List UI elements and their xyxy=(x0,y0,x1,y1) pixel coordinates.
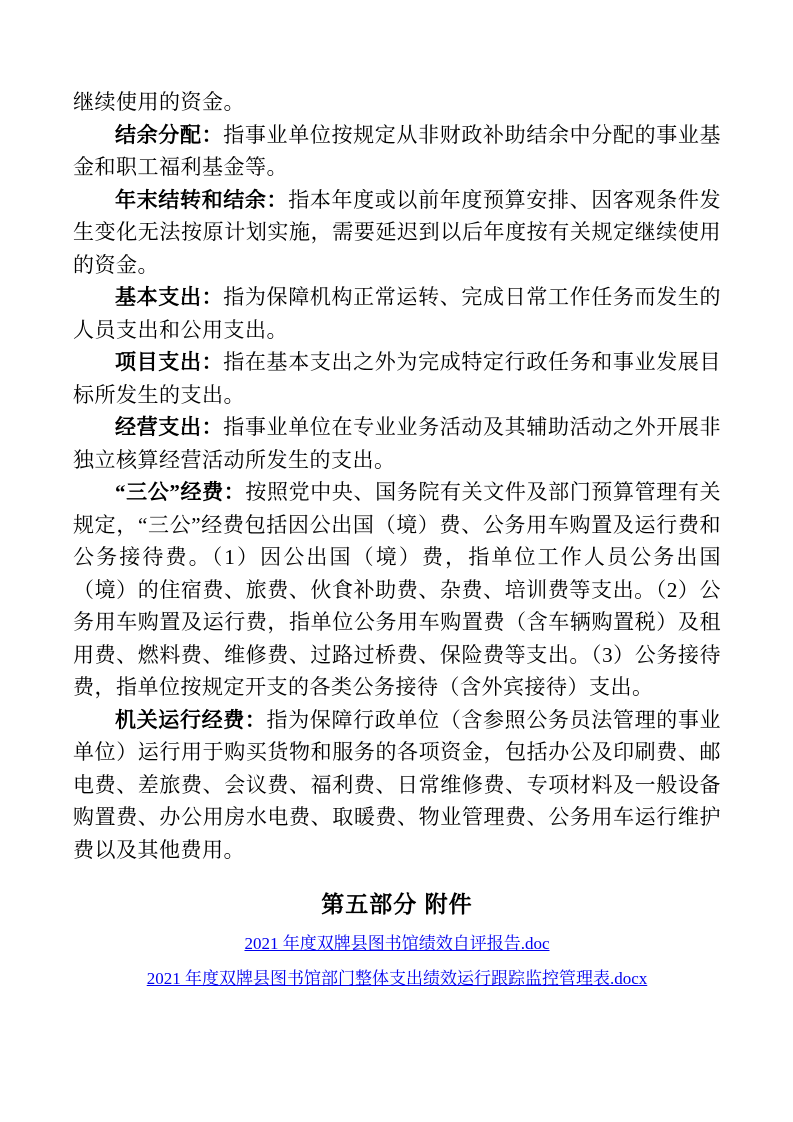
attachment-link-tracking-monitor-table[interactable]: 2021 年度双牌县图书馆部门整体支出绩效运行跟踪监控管理表.docx xyxy=(146,969,648,988)
definition-paragraph xyxy=(73,704,721,867)
term-label: 经营支出： xyxy=(115,415,224,439)
attachment-link-self-evaluation-report[interactable]: 2021 年度双牌县图书馆绩效自评报告.doc xyxy=(244,934,550,953)
paragraph-text: 指在基本支出之外为完成特定行政任务和事业发展目标所发生的支出。 xyxy=(73,350,722,407)
definition-paragraph xyxy=(73,346,721,411)
definition-paragraph xyxy=(73,476,721,704)
definition-paragraph xyxy=(73,184,721,282)
attachment-row xyxy=(73,967,721,992)
term-label: 项目支出： xyxy=(115,350,224,374)
definition-paragraph xyxy=(73,119,721,184)
term-label: 机关运行经费： xyxy=(115,707,267,732)
definition-paragraph xyxy=(73,281,721,346)
continuation-paragraph xyxy=(73,86,721,119)
paragraph-text: 指为保障机构正常运转、完成日常工作任务而发生的人员支出和公用支出。 xyxy=(73,285,722,342)
paragraph-text: 按照党中央、国务院有关文件及部门预算管理有关规定，“三公”经费包括因公出国（境）费、公务用车购置及运行费和公务接待费。（1）因公出国（境）费，指单位工作人员公务出国（境）的住宿费、旅费、伙食补助费、杂费、培训费等支出。（2）公务用车购置及运行费，指单位公务用车购置费（含车辆购置税）及租用费、燃料费、维修费、过路过桥费、保险费等支出。（3）公务接待费，指单位按规定开支的各类公务接待（含外宾接待）支出。 xyxy=(73,480,721,699)
term-label: 基本支出： xyxy=(115,285,224,309)
term-label: 结余分配： xyxy=(115,122,224,147)
term-label: 年末结转和结余： xyxy=(115,187,289,212)
term-label: “三公”经费： xyxy=(115,480,246,504)
paragraph-text: 继续使用的资金。 xyxy=(73,90,245,114)
paragraph-text: 指本年度或以前年度预算安排、因客观条件发生变化无法按原计划实施，需要延迟到以后年度按有关规定继续使用的资金。 xyxy=(73,187,722,277)
attachment-row xyxy=(73,932,721,957)
section-heading: 第五部分 附件 xyxy=(321,891,473,917)
paragraph-text: 指事业单位在专业业务活动及其辅助活动之外开展非独立核算经营活动所发生的支出。 xyxy=(73,415,722,472)
definition-paragraph xyxy=(73,411,721,476)
paragraph-text: 指事业单位按规定从非财政补助结余中分配的事业基金和职工福利基金等。 xyxy=(73,122,722,179)
paragraph-text: 指为保障行政单位（含参照公务员法管理的事业单位）运行用于购买货物和服务的各项资金，包括办公及印刷费、邮电费、差旅费、会议费、福利费、日常维修费、专项材料及一般设备购置费、办公用房水电费、取暖费、物业管理费、公务用车运行维护费以及其他费用。 xyxy=(73,707,722,862)
